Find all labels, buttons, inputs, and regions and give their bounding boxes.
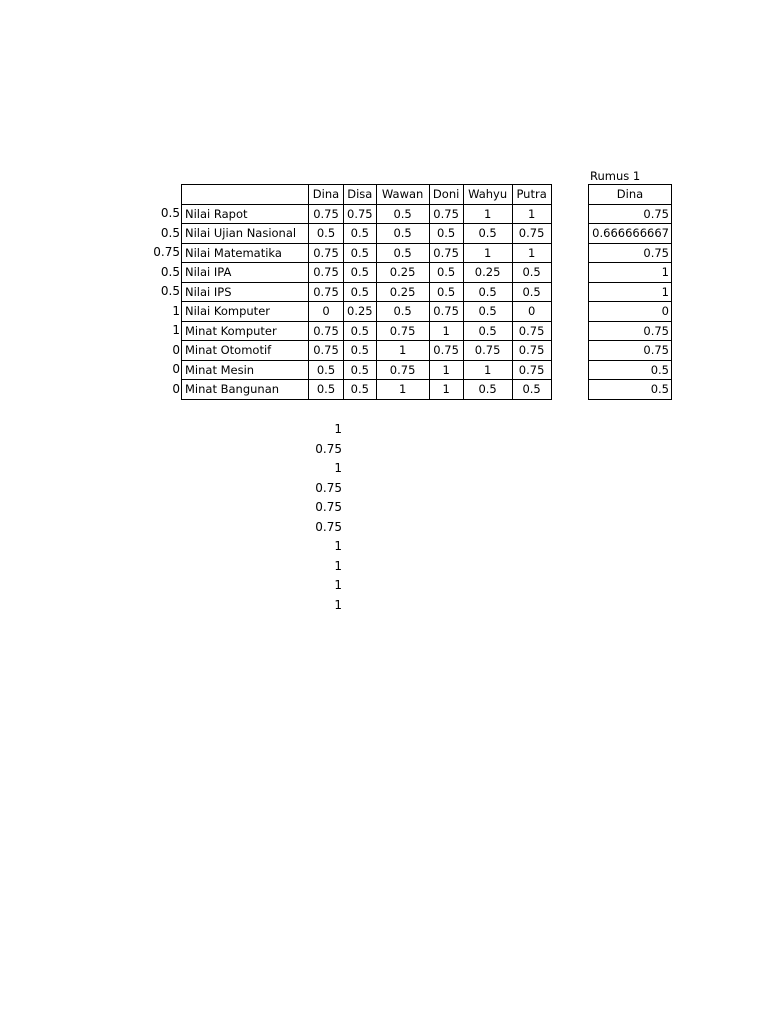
table-cell[interactable]: 0.75 xyxy=(512,224,551,244)
table-cell[interactable]: 1 xyxy=(463,360,512,380)
table-cell[interactable]: 0.25 xyxy=(376,282,429,302)
row-label[interactable]: Minat Otomotif xyxy=(182,341,309,361)
row-label[interactable]: Nilai Komputer xyxy=(182,302,309,322)
rumus-header-cell[interactable]: Dina xyxy=(589,185,672,205)
rumus-cell[interactable]: 0.75 xyxy=(589,243,672,263)
table-cell[interactable]: 0.5 xyxy=(429,263,463,283)
table-cell[interactable]: 0.5 xyxy=(344,224,377,244)
table-cell[interactable]: 0.5 xyxy=(376,302,429,322)
table-row xyxy=(182,321,552,341)
table-row xyxy=(589,321,672,341)
table-cell[interactable]: 1 xyxy=(512,204,551,224)
table-cell[interactable]: 0.5 xyxy=(344,360,377,380)
row-label[interactable]: Nilai IPS xyxy=(182,282,309,302)
table-cell[interactable]: 0.5 xyxy=(376,243,429,263)
table-row xyxy=(182,360,552,380)
table-cell[interactable]: 0.5 xyxy=(376,204,429,224)
table-cell[interactable]: 0.75 xyxy=(344,204,377,224)
table-row xyxy=(589,243,672,263)
table-cell[interactable]: 0 xyxy=(512,302,551,322)
weight-cell[interactable]: 0 xyxy=(172,362,180,376)
table-cell[interactable]: 0.5 xyxy=(512,263,551,283)
value-cell[interactable]: 0.75 xyxy=(315,519,342,534)
weight-cell[interactable]: 1 xyxy=(172,303,180,318)
rumus-cell[interactable]: 1 xyxy=(589,282,672,302)
rumus-cell[interactable]: 0.75 xyxy=(589,321,672,341)
table-cell[interactable]: 0.75 xyxy=(429,341,463,361)
table-cell[interactable]: 0.75 xyxy=(309,341,344,361)
header-cell[interactable]: Dina xyxy=(309,185,344,205)
table-cell[interactable]: 1 xyxy=(429,380,463,400)
table-row xyxy=(589,263,672,283)
table-cell[interactable]: 0.5 xyxy=(344,321,377,341)
table-cell[interactable]: 1 xyxy=(376,341,429,361)
table-cell[interactable]: 1 xyxy=(512,243,551,263)
table-cell[interactable]: 0.5 xyxy=(309,360,344,380)
header-cell[interactable]: Doni xyxy=(429,185,463,205)
value-cell[interactable]: 0.75 xyxy=(315,480,342,495)
row-label[interactable]: Minat Bangunan xyxy=(182,380,309,400)
table-cell[interactable]: 0.75 xyxy=(429,204,463,224)
table-cell[interactable]: 0.5 xyxy=(429,282,463,302)
table-cell[interactable]: 1 xyxy=(376,380,429,400)
table-cell[interactable]: 0.5 xyxy=(512,282,551,302)
table-cell[interactable]: 1 xyxy=(429,321,463,341)
weight-cell[interactable]: 0 xyxy=(172,381,180,396)
table-cell[interactable]: 0.75 xyxy=(463,341,512,361)
table-cell[interactable]: 0.75 xyxy=(309,321,344,341)
value-cell[interactable]: 1 xyxy=(334,422,342,436)
weight-cell[interactable]: 0.5 xyxy=(160,206,180,220)
table-cell[interactable]: 0.5 xyxy=(463,380,512,400)
table-cell[interactable]: 0.75 xyxy=(309,204,344,224)
header-row xyxy=(182,185,552,205)
table-cell[interactable]: 0.5 xyxy=(309,380,344,400)
table-cell[interactable]: 1 xyxy=(463,243,512,263)
header-cell[interactable]: Wawan xyxy=(376,185,429,205)
rumus-table xyxy=(588,184,672,400)
scores-table xyxy=(181,184,552,400)
table-row xyxy=(589,282,672,302)
table-row xyxy=(182,380,552,400)
table-cell[interactable]: 0.75 xyxy=(512,360,551,380)
rumus-cell[interactable]: 0.5 xyxy=(589,380,672,400)
table-cell[interactable]: 0.25 xyxy=(463,263,512,283)
weight-cell[interactable]: 0 xyxy=(172,342,180,357)
row-label[interactable]: Nilai Ujian Nasional xyxy=(182,224,309,244)
table-row xyxy=(182,224,552,244)
table-cell[interactable]: 0.5 xyxy=(344,243,377,263)
table-cell[interactable]: 0.5 xyxy=(463,302,512,322)
header-row xyxy=(589,185,672,205)
table-row xyxy=(182,341,552,361)
value-column xyxy=(290,420,342,615)
weight-cell[interactable]: 1 xyxy=(172,323,180,337)
table-cell[interactable]: 0.75 xyxy=(429,243,463,263)
header-cell[interactable]: Wahyu xyxy=(463,185,512,205)
table-row xyxy=(182,204,552,224)
row-label[interactable]: Nilai Matematika xyxy=(182,243,309,263)
weight-cell[interactable]: 0.5 xyxy=(160,284,180,298)
value-cell[interactable]: 1 xyxy=(334,461,342,475)
table-cell[interactable]: 0.75 xyxy=(376,321,429,341)
rumus-title[interactable]: Rumus 1 xyxy=(590,169,641,183)
value-cell[interactable]: 1 xyxy=(334,558,342,573)
value-cell[interactable]: 1 xyxy=(334,578,342,592)
rumus-cell[interactable]: 0.75 xyxy=(589,204,672,224)
header-cell[interactable]: Disa xyxy=(344,185,377,205)
table-row xyxy=(589,341,672,361)
rumus-cell[interactable]: 1 xyxy=(589,263,672,283)
rumus-cell[interactable]: 0.75 xyxy=(589,341,672,361)
table-cell[interactable]: 0.5 xyxy=(344,263,377,283)
value-cell[interactable]: 0.75 xyxy=(315,500,342,514)
value-cell[interactable]: 1 xyxy=(334,539,342,553)
table-cell[interactable]: 0.5 xyxy=(463,282,512,302)
value-cell[interactable]: 1 xyxy=(334,597,342,612)
table-cell[interactable]: 0.75 xyxy=(429,302,463,322)
table-row xyxy=(589,360,672,380)
table-cell[interactable]: 0.25 xyxy=(376,263,429,283)
table-cell[interactable]: 0.5 xyxy=(376,224,429,244)
table-cell[interactable]: 0.5 xyxy=(463,321,512,341)
table-row xyxy=(182,302,552,322)
table-cell[interactable]: 0.75 xyxy=(376,360,429,380)
table-row xyxy=(589,224,672,244)
table-cell[interactable]: 0.75 xyxy=(309,243,344,263)
weight-cell[interactable]: 0.75 xyxy=(153,245,180,259)
table-cell[interactable]: 1 xyxy=(463,204,512,224)
table-cell[interactable]: 0.75 xyxy=(309,263,344,283)
table-cell[interactable]: 0.75 xyxy=(512,321,551,341)
header-cell[interactable]: Putra xyxy=(512,185,551,205)
table-row xyxy=(589,204,672,224)
table-row xyxy=(589,302,672,322)
table-cell[interactable]: 0 xyxy=(309,302,344,322)
table-row xyxy=(182,282,552,302)
rumus-cell[interactable]: 0.666666667 xyxy=(589,224,672,244)
table-row xyxy=(589,380,672,400)
table-cell[interactable]: 0.75 xyxy=(512,341,551,361)
table-row xyxy=(182,243,552,263)
weight-cell[interactable]: 0.5 xyxy=(160,264,180,279)
table-cell[interactable]: 0.5 xyxy=(309,224,344,244)
weight-cell[interactable]: 0.5 xyxy=(160,225,180,240)
header-blank-cell[interactable] xyxy=(182,185,309,205)
row-label[interactable]: Minat Mesin xyxy=(182,360,309,380)
table-cell[interactable]: 0.25 xyxy=(344,302,377,322)
table-cell[interactable]: 0.5 xyxy=(344,341,377,361)
row-label[interactable]: Minat Komputer xyxy=(182,321,309,341)
rumus-cell[interactable]: 0 xyxy=(589,302,672,322)
table-row xyxy=(182,263,552,283)
row-label[interactable]: Nilai Rapot xyxy=(182,204,309,224)
value-cell[interactable]: 0.75 xyxy=(315,441,342,456)
table-cell[interactable]: 0.5 xyxy=(344,282,377,302)
table-cell[interactable]: 1 xyxy=(429,360,463,380)
table-cell[interactable]: 0.5 xyxy=(429,224,463,244)
table-cell[interactable]: 0.75 xyxy=(309,282,344,302)
weights-column xyxy=(150,204,180,399)
rumus-cell[interactable]: 0.5 xyxy=(589,360,672,380)
table-cell[interactable]: 0.5 xyxy=(344,380,377,400)
row-label[interactable]: Nilai IPA xyxy=(182,263,309,283)
table-cell[interactable]: 0.5 xyxy=(512,380,551,400)
table-cell[interactable]: 0.5 xyxy=(463,224,512,244)
